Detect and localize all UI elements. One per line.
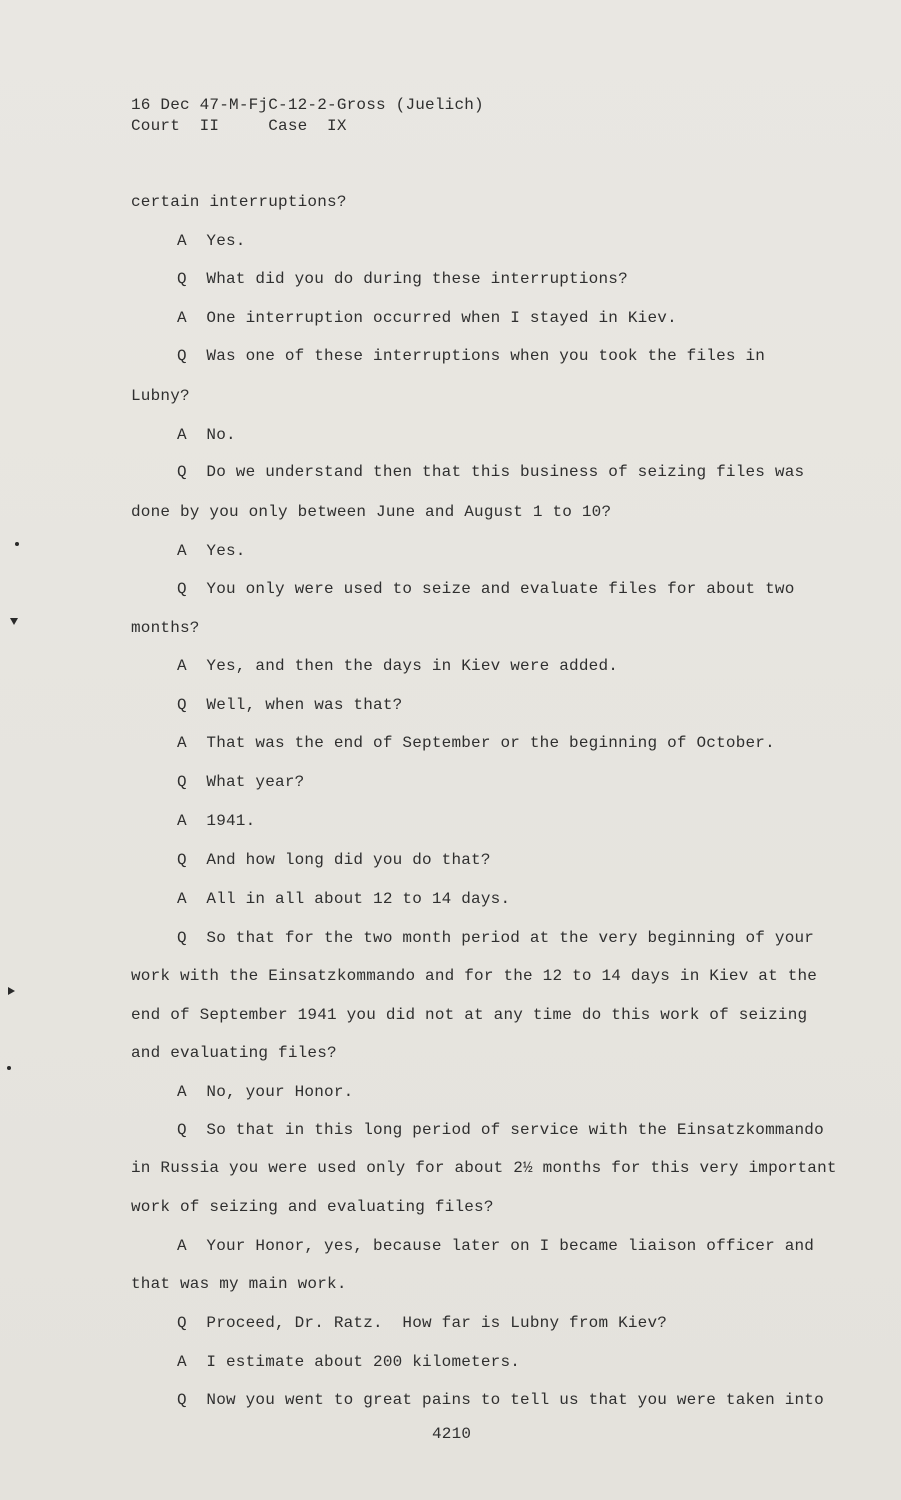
transcript-line: Q Well, when was that? [177, 696, 403, 714]
transcript-line: Q What did you do during these interruptions? [177, 270, 628, 288]
transcript-line: months? [131, 619, 200, 637]
transcript-line: Q Was one of these interruptions when you took the files in [177, 347, 766, 365]
transcript-line: Lubny? [131, 387, 190, 405]
transcript-line: Q And how long did you do that? [177, 851, 491, 869]
margin-arrow-mark [10, 618, 18, 625]
transcript-line: A That was the end of September or the beginning of October. [177, 734, 775, 752]
transcript-line: A 1941. [177, 812, 256, 830]
transcript-line: that was my main work. [131, 1275, 347, 1293]
transcript-line: work of seizing and evaluating files? [131, 1198, 494, 1216]
margin-dot-mark [7, 1066, 11, 1070]
transcript-line: Q Now you went to great pains to tell us that you were taken into [177, 1391, 824, 1409]
transcript-line: end of September 1941 you did not at any time do this work of seizing [131, 1006, 808, 1024]
header-court-case: Court II Case IX [131, 117, 347, 135]
transcript-line: and evaluating files? [131, 1044, 337, 1062]
transcript-line: A Yes. [177, 542, 246, 560]
transcript-line: A Yes. [177, 232, 246, 250]
transcript-line: A All in all about 12 to 14 days. [177, 890, 511, 908]
transcript-line: done by you only between June and August 1 to 10? [131, 503, 612, 521]
transcript-line: Q So that in this long period of service with the Einsatzkommando [177, 1121, 824, 1139]
transcript-line: Q Proceed, Dr. Ratz. How far is Lubny from Kiev? [177, 1314, 668, 1332]
transcript-line: A Yes, and then the days in Kiev were added. [177, 657, 619, 675]
transcript-line: A One interruption occurred when I stayed in Kiev. [177, 309, 677, 327]
transcript-line: Q So that for the two month period at the very beginning of your [177, 929, 815, 947]
transcript-line: A No, your Honor. [177, 1083, 354, 1101]
transcript-line: work with the Einsatzkommando and for the 12 to 14 days in Kiev at the [131, 967, 818, 985]
transcript-line: Q What year? [177, 773, 305, 791]
transcript-line: A Your Honor, yes, because later on I became liaison officer and [177, 1237, 815, 1255]
transcript-line: A I estimate about 200 kilometers. [177, 1353, 521, 1371]
margin-dot-mark [15, 542, 19, 546]
transcript-line: in Russia you were used only for about 2½ months for this very important [131, 1159, 837, 1177]
page-number: 4210 [432, 1425, 472, 1443]
header-case-reference: 16 Dec 47-M-FjC-12-2-Gross (Juelich) [131, 96, 484, 114]
transcript-line: Q You only were used to seize and evaluate files for about two [177, 580, 795, 598]
margin-arrow-mark [8, 987, 15, 995]
transcript-line: A No. [177, 426, 236, 444]
transcript-line: certain interruptions? [131, 193, 347, 211]
transcript-line: Q Do we understand then that this business of seizing files was [177, 463, 805, 481]
